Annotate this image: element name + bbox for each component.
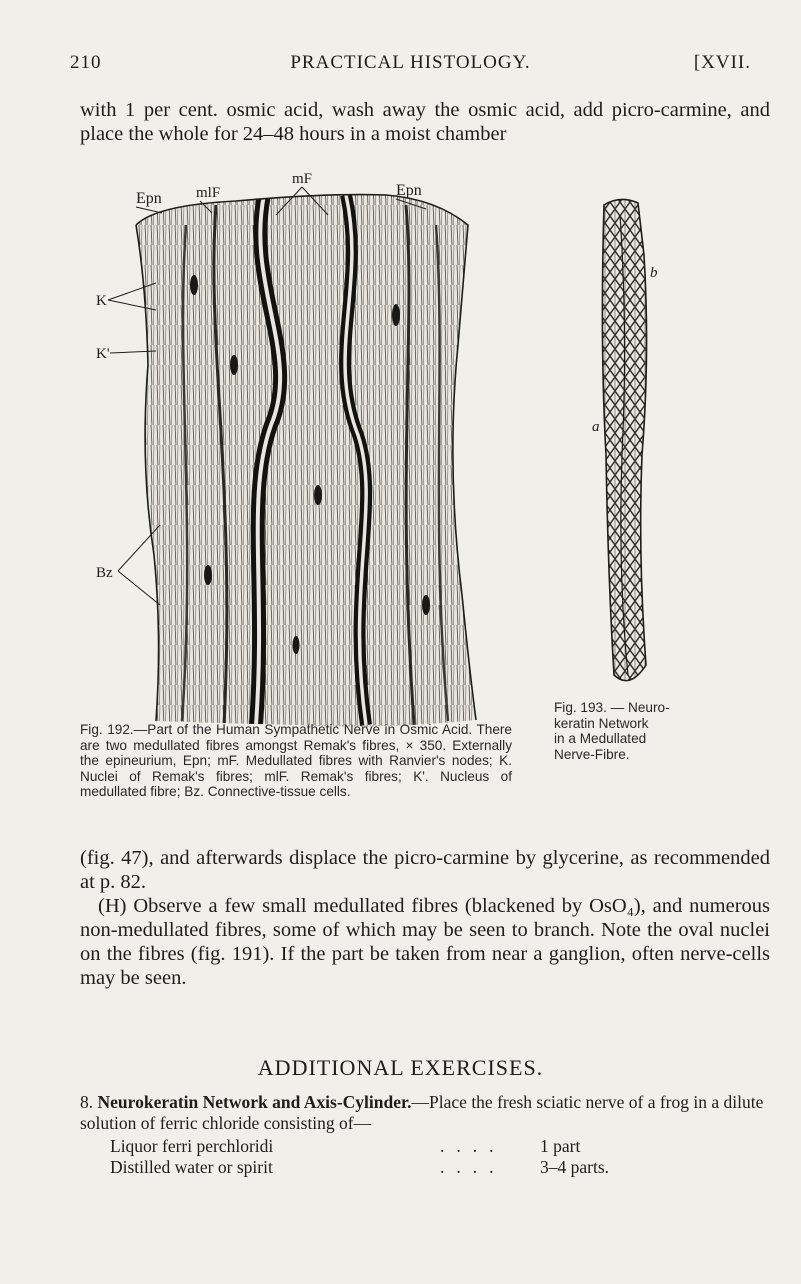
exercise-number: 8. bbox=[80, 1092, 94, 1112]
fig193-caption-line-2: keratin Network bbox=[554, 715, 649, 731]
fig193-caption-line-1: Fig. 193. — Neuro- bbox=[554, 700, 670, 715]
body-paragraphs bbox=[80, 846, 770, 990]
label-epn-right: Epn bbox=[396, 182, 422, 199]
recipe-ingredient: Distilled water or spirit bbox=[110, 1157, 273, 1177]
recipe-ingredient: Liquor ferri perchloridi bbox=[110, 1136, 274, 1156]
label-mf: mF bbox=[292, 171, 313, 187]
exercise-title: Neurokeratin Network and Axis-Cylinder. bbox=[97, 1092, 412, 1112]
body-paragraph-2: (H) Observe a few small medullated fibres (blackened by OsO₄), and numerous non-medullated fibres, some of which may be seen to branch. Note the oval nuclei on the fibres (fig. 191). If the part be taken from near a ganglion, often nerve-cells may be seen. bbox=[80, 895, 770, 989]
figure-193-illustration bbox=[590, 195, 664, 695]
figure-193-caption bbox=[554, 700, 734, 762]
leader-dots: .... bbox=[440, 1136, 506, 1156]
label-bz: Bz bbox=[96, 565, 113, 581]
label-mlf: mlF bbox=[196, 185, 221, 201]
page-number: 210 bbox=[70, 52, 102, 73]
label-k-prime: K' bbox=[96, 346, 110, 362]
leader-dots: .... bbox=[440, 1157, 506, 1177]
intro-paragraph bbox=[80, 98, 770, 146]
label-b: b bbox=[650, 265, 658, 281]
running-head bbox=[70, 52, 751, 82]
label-k: K bbox=[96, 293, 107, 309]
recipe-amount: 1 part bbox=[540, 1136, 581, 1156]
body-paragraph-1: (fig. 47), and afterwards displace the picro-carmine by glycerine, as recommended at p. 82. bbox=[80, 847, 770, 893]
exercise-text: —Place the fresh sciatic nerve of a frog in a dilute solution of ferric chloride consisting of— bbox=[80, 1092, 764, 1133]
recipe-row bbox=[110, 1157, 710, 1178]
intro-text: with 1 per cent. osmic acid, wash away the osmic acid, add picro-carmine, and place the whole for 24–48 hours in a moist chamber bbox=[80, 99, 770, 145]
figure-192-caption: Fig. 192.—Part of the Human Sympathetic Nerve in Osmic Acid. There are two medullated fibres amongst Remak's fibres, × 350. Externally the epineurium, Epn; mF. Medullated fibres with Ranvier's nodes; K. Nuclei of Remak's fibres; mlF. Remak's fibres; K'. Nucleus of medullated fibre; Bz. Connective-tissue cells. bbox=[80, 722, 512, 799]
label-epn-left: Epn bbox=[136, 190, 162, 207]
figure-192-illustration bbox=[96, 165, 520, 745]
fig193-caption-line-3: in a Medullated bbox=[554, 731, 647, 746]
recipe-row bbox=[110, 1136, 710, 1157]
label-a: a bbox=[592, 419, 600, 435]
section-heading: ADDITIONAL EXERCISES. bbox=[257, 1055, 544, 1080]
recipe-list bbox=[110, 1136, 710, 1178]
chapter-marker: [XVII. bbox=[693, 52, 751, 73]
running-title: PRACTICAL HISTOLOGY. bbox=[290, 52, 531, 73]
recipe-amount: 3–4 parts. bbox=[540, 1157, 610, 1177]
exercise-8 bbox=[80, 1092, 780, 1134]
fig193-caption-line-4: Nerve-Fibre. bbox=[554, 746, 630, 762]
